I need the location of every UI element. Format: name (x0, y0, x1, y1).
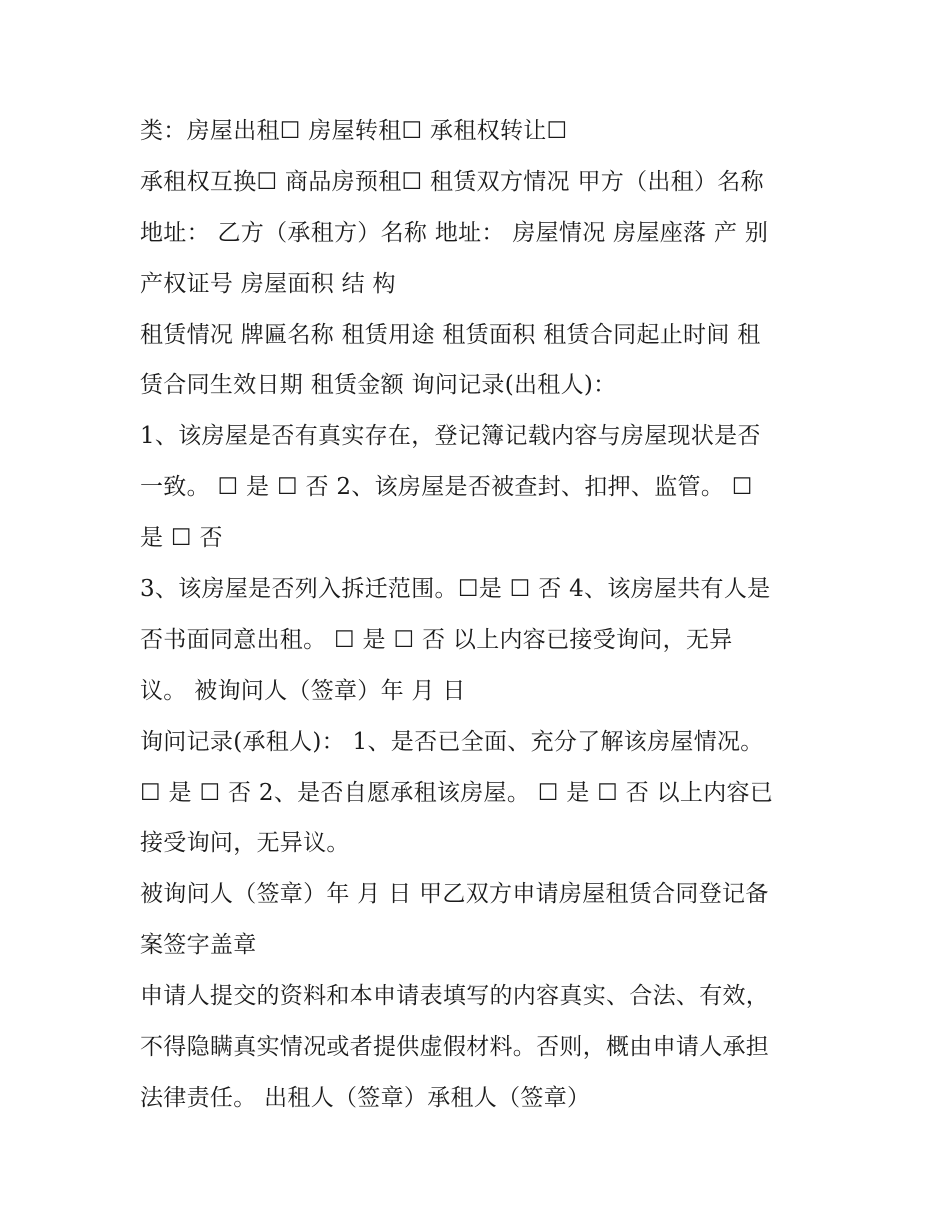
text-line: 申请人提交的资料和本申请表填写的内容真实、合法、有效， (140, 983, 770, 1010)
text-line: 类：房屋出租☐ 房屋转租☐ 承租权转让☐ (140, 118, 568, 144)
text-line: 否书面同意出租。 ☐ 是 ☐ 否 以上内容已接受询问，无异 (140, 626, 733, 653)
text-line: 一致。 ☐ 是 ☐ 否 2、该房屋是否被查封、扣押、监管。 ☐ (140, 474, 753, 501)
text-line: 案签字盖章 (140, 932, 257, 959)
text-line: 不得隐瞒真实情况或者提供虚假材料。否则，概由申请人承担 (140, 1034, 770, 1061)
text-line: 接受询问，无异议。 (140, 830, 350, 857)
text-line: 是 ☐ 否 (140, 525, 223, 552)
text-line: 询问记录(承租人)： 1、是否已全面、充分了解该房屋情况。 (140, 728, 764, 755)
text-line: 3、该房屋是否列入拆迁范围。☐是 ☐ 否 4、该房屋共有人是 (140, 576, 771, 603)
text-line: 1、该房屋是否有真实存在，登记簿记载内容与房屋现状是否 (140, 423, 761, 450)
text-line: 法律责任。 出租人（签章）承租人（签章） (140, 1084, 591, 1111)
document-body (140, 106, 820, 1124)
text-line: 产权证号 房屋面积 结 构 (140, 270, 396, 297)
text-line: ☐ 是 ☐ 否 2、是否自愿承租该房屋。 ☐ 是 ☐ 否 以上内容已 (140, 779, 774, 806)
text-line: 被询问人（签章）年 月 日 甲乙双方申请房屋租赁合同登记备 (140, 881, 769, 908)
text-line: 承租权互换☐ 商品房预租☐ 租赁双方情况 甲方（出租）名称 (140, 168, 764, 195)
text-line: 地址： 乙方（承租方）名称 地址： 房屋情况 房屋座落 产 别 (140, 219, 769, 246)
text-line: 租赁情况 牌匾名称 租赁用途 租赁面积 租赁合同起止时间 租 (140, 321, 761, 348)
text-line: 赁合同生效日期 租赁金额 询问记录(出租人)： (140, 372, 617, 399)
text-line: 议。 被询问人（签章）年 月 日 (140, 677, 466, 704)
